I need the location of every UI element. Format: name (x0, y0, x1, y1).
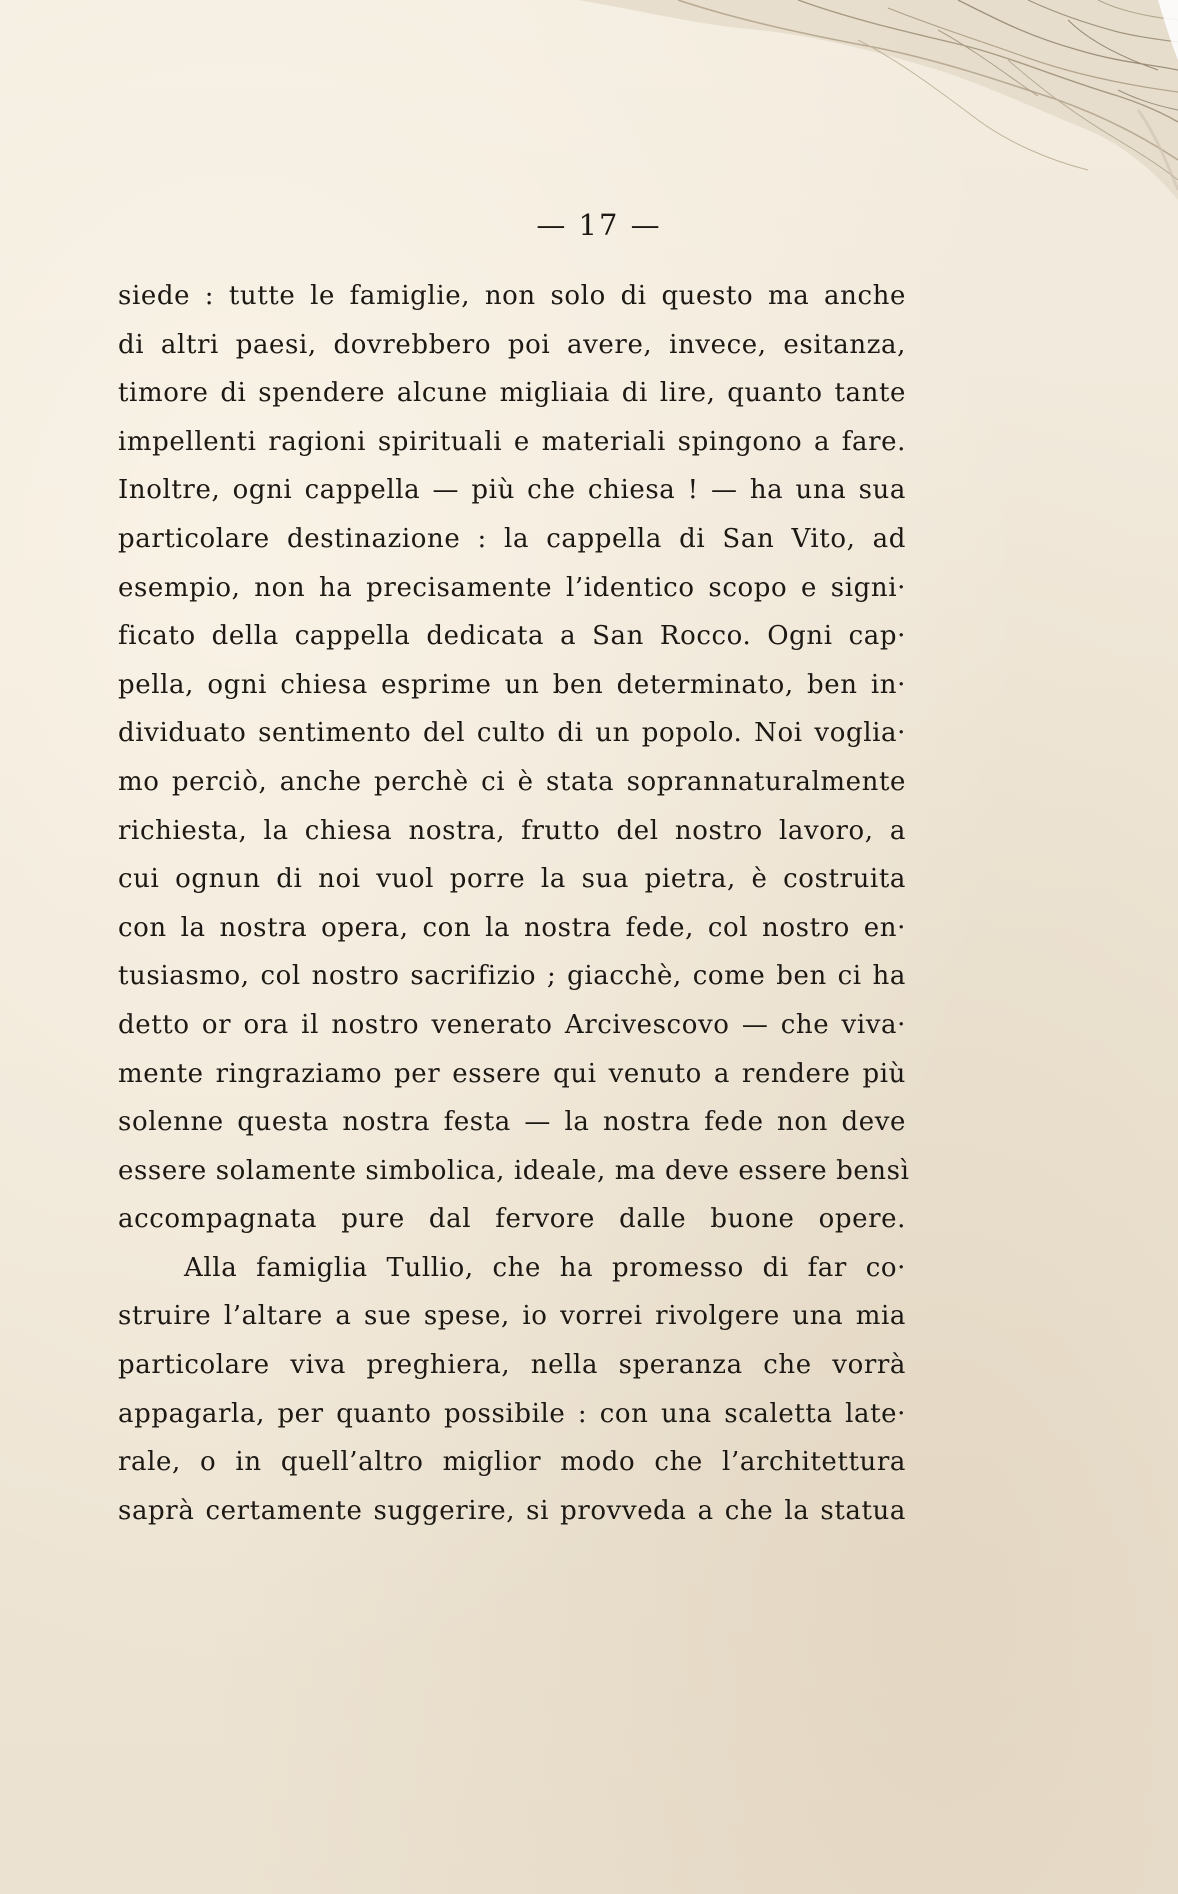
text-line: mo perciò, anche perchè ci è stata soprannaturalmente (118, 766, 906, 797)
text-line: di altri paesi, dovrebbero poi avere, invece, esitanza, (118, 329, 906, 360)
text-line: essere solamente simbolica, ideale, ma deve essere bensì (118, 1155, 910, 1186)
text-line: ficato della cappella dedicata a San Rocco. Ogni cap· (118, 621, 906, 652)
text-line: struire l’altare a sue spese, io vorrei rivolgere una mia (118, 1301, 906, 1332)
text-line: cui ognun di noi vuol porre la sua pietra, è costruita (118, 864, 906, 895)
text-line: mente ringraziamo per essere qui venuto a rendere più (118, 1058, 906, 1089)
text-line: siede : tutte le famiglie, non solo di questo ma anche (118, 281, 906, 311)
page-number: — 17 — (536, 208, 662, 242)
text-line: solenne questa nostra festa — la nostra fede non deve (118, 1107, 906, 1138)
text-line: saprà certamente suggerire, si provveda a che la statua (118, 1495, 906, 1526)
text-line: accompagnata pure dal fervore dalle buone opere. (118, 1204, 906, 1235)
text-line-paragraph-start: Alla famiglia Tullio, che ha promesso di far co· (184, 1252, 906, 1283)
text-line: Inoltre, ogni cappella — più che chiesa ! — ha una sua (118, 475, 906, 506)
text-line: con la nostra opera, con la nostra fede, col nostro en· (118, 912, 906, 943)
text-line: pella, ogni chiesa esprime un ben determinato, ben in· (118, 669, 906, 700)
text-line: richiesta, la chiesa nostra, frutto del nostro lavoro, a (118, 815, 906, 846)
text-line: detto or ora il nostro venerato Arcivescovo — che viva· (118, 1009, 906, 1040)
text-line: appagarla, per quanto possibile : con una scaletta late· (118, 1398, 906, 1429)
text-line: rale, o in quell’altro miglior modo che l’architettura (118, 1447, 906, 1478)
text-line: tusiasmo, col nostro sacrifizio ; giacchè, come ben ci ha (118, 961, 906, 992)
text-line: impellenti ragioni spirituali e materiali spingono a fare. (118, 426, 906, 457)
text-line: dividuato sentimento del culto di un popolo. Noi voglia· (118, 718, 906, 749)
body-text (118, 272, 910, 1535)
text-line: esempio, non ha precisamente l’identico scopo e signi· (118, 572, 906, 603)
text-line: particolare destinazione : la cappella di San Vito, ad (118, 523, 906, 554)
text-line: particolare viva preghiera, nella speranza che vorrà (118, 1350, 906, 1381)
text-line: timore di spendere alcune migliaia di lire, quanto tante (118, 378, 906, 409)
torn-corner-damage (558, 0, 1178, 230)
